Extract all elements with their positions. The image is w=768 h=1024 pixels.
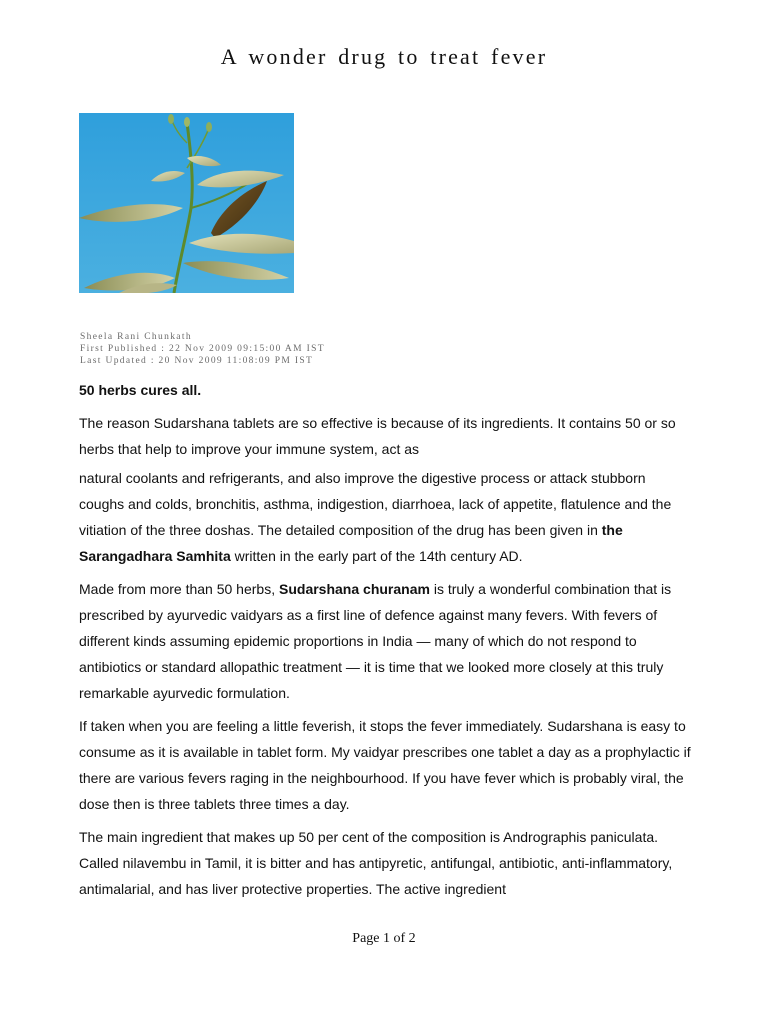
- paragraph-2-tail: written in the early part of the 14th century AD.: [230, 548, 523, 564]
- paragraph-4: If taken when you are feeling a little feverish, it stops the fever immediately. Sudarshana is easy to consume as it is available in tablet form. My vaidyar prescribes one tablet a day as a prophylactic if there are various fevers raging in the neighbourhood. If you have fever which is probably viral, the dose then is three tablets three times a day.: [79, 718, 691, 812]
- paragraph-1: The reason Sudarshana tablets are so effective is because of its ingredients. It contains 50 or so herbs that help to improve your immune system, act as: [79, 415, 676, 457]
- sarangadhara-samhita-ref: the Sarangadhara Samhita: [79, 522, 623, 564]
- paragraph-2-lead: natural coolants and refrigerants, and also improve the digestive process or attack stubborn coughs and colds, bronchitis, asthma, indigestion, diarrhoea, lack of appetite, flatulence and the vitiation of the three doshas. The detailed composition of the drug has been given in: [79, 470, 672, 538]
- article-photo: [79, 113, 294, 293]
- article-body: [79, 377, 691, 909]
- last-updated-date: Last Updated : 20 Nov 2009 11:08:09 PM IST: [80, 356, 314, 366]
- article-subheading: 50 herbs cures all.: [79, 382, 202, 398]
- paragraph-2: [79, 465, 691, 569]
- paragraph-3: [79, 576, 691, 706]
- paragraph-5: The main ingredient that makes up 50 per cent of the composition is Andrographis paniculata. Called nilavembu in Tamil, it is bitter and has antipyretic, antifungal, antibiotic, anti-inflammatory, antimalarial, and has liver protective properties. The active ingredient: [79, 829, 673, 897]
- page-number: Page 1 of 2: [352, 931, 416, 946]
- plant-illustration: [79, 113, 294, 293]
- author-name: Sheela Rani Chunkath: [80, 332, 192, 342]
- page-title: A wonder drug to treat fever: [220, 44, 548, 69]
- paragraph-3-lead: Made from more than 50 herbs,: [79, 581, 279, 597]
- sudarshana-churanam-ref: Sudarshana churanam: [279, 581, 430, 597]
- article-meta: [80, 331, 325, 367]
- paragraph-3-tail: is truly a wonderful combination that is prescribed by ayurvedic vaidyars as a first line of defence against many fevers. With fevers of different kinds assuming epidemic proportions in India — many of which do not respond to antibiotics or standard allopathic treatment — it is time that we looked more closely at this truly remarkable ayurvedic formulation.: [79, 581, 672, 701]
- first-published-date: First Published : 22 Nov 2009 09:15:00 AM IST: [80, 344, 325, 354]
